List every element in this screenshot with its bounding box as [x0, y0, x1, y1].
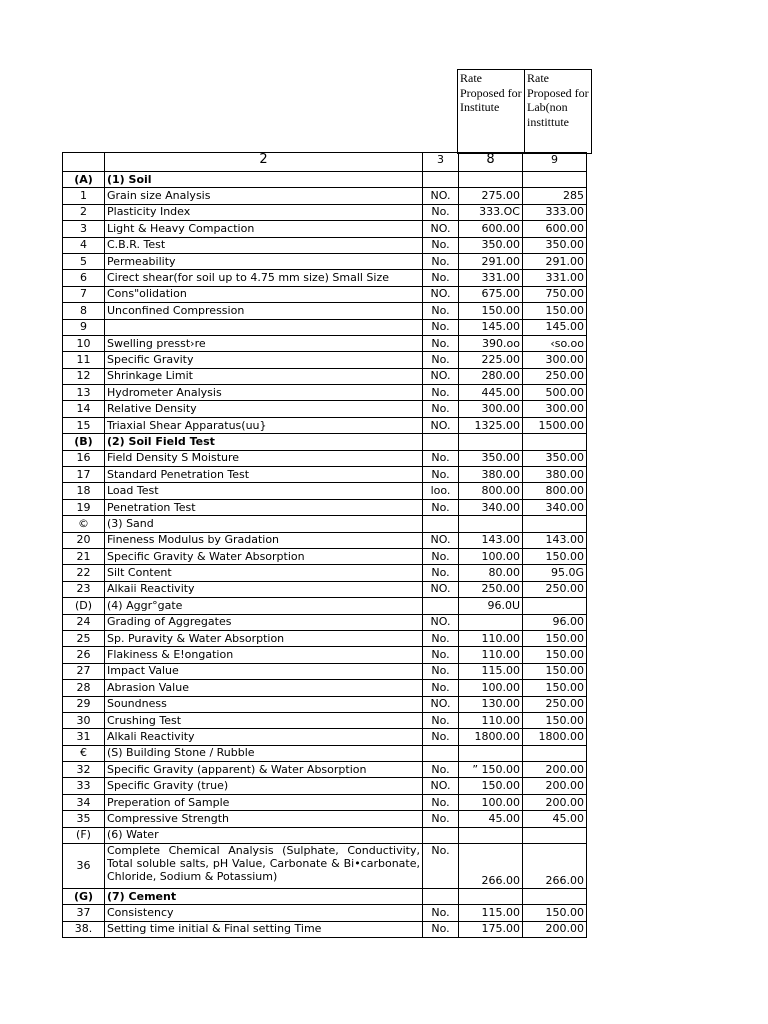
item-description: C.B.R. Test: [105, 237, 423, 253]
rate-lab: 95.0G: [523, 565, 587, 581]
item-description: Grading of Aggregates: [105, 614, 423, 630]
item-description: Triaxial Shear Apparatus(uu}: [105, 417, 423, 433]
rate-institute: 280.00: [459, 368, 523, 384]
item-description: Cons"olidation: [105, 286, 423, 302]
table-row: [63, 729, 587, 745]
rate-lab: 150.00: [523, 680, 587, 696]
rate-lab: 150.00: [523, 663, 587, 679]
rate-lab: 750.00: [523, 286, 587, 302]
rate-institute: 275.00: [459, 188, 523, 204]
rate-lab: 291.00: [523, 253, 587, 269]
item-number: 13: [63, 385, 105, 401]
item-number: (D): [63, 598, 105, 614]
table-row: [63, 286, 587, 302]
item-unit: NO.: [423, 614, 459, 630]
item-number: 23: [63, 581, 105, 597]
item-description: Compressive Strength: [105, 811, 423, 827]
table-row: [63, 811, 587, 827]
item-number: 1: [63, 188, 105, 204]
item-unit: NO.: [423, 286, 459, 302]
table-row: [63, 417, 587, 433]
item-number: 25: [63, 630, 105, 646]
rate-lab: [523, 745, 587, 761]
table-row: [63, 319, 587, 335]
table-row: [63, 889, 587, 905]
rate-lab: 150.00: [523, 548, 587, 564]
item-unit: No.: [423, 565, 459, 581]
item-number: 34: [63, 794, 105, 810]
item-unit: No.: [423, 253, 459, 269]
item-description: (2) Soil Field Test: [105, 434, 423, 450]
rate-institute: 1800.00: [459, 729, 523, 745]
header-rate-lab: Rate Proposed for Lab(non instittute: [525, 70, 592, 154]
table-row: [63, 188, 587, 204]
table-row: [63, 905, 587, 921]
item-number: 3: [63, 221, 105, 237]
rate-lab: 143.00: [523, 532, 587, 548]
table-row: [63, 844, 587, 889]
item-number: 27: [63, 663, 105, 679]
table-row: [63, 663, 587, 679]
rate-lab: [523, 598, 587, 614]
rate-institute: 331.00: [459, 270, 523, 286]
rate-lab: 500.00: [523, 385, 587, 401]
table-row: [63, 221, 587, 237]
item-number: €: [63, 745, 105, 761]
rate-institute: [459, 614, 523, 630]
table-row: [63, 827, 587, 843]
item-unit: loo.: [423, 483, 459, 499]
item-unit: No.: [423, 794, 459, 810]
rate-institute: 130.00: [459, 696, 523, 712]
rate-institute: 300.00: [459, 401, 523, 417]
table-row: [63, 598, 587, 614]
item-description: Crushing Test: [105, 712, 423, 728]
item-unit: No.: [423, 844, 459, 889]
item-number: 8: [63, 303, 105, 319]
item-description: [105, 319, 423, 335]
rate-institute: 150.00: [459, 778, 523, 794]
table-row: [63, 696, 587, 712]
item-description: Specific Gravity (true): [105, 778, 423, 794]
item-unit: No.: [423, 647, 459, 663]
item-number: 22: [63, 565, 105, 581]
item-unit: NO.: [423, 221, 459, 237]
item-description: Impact Value: [105, 663, 423, 679]
rate-lab: 200.00: [523, 921, 587, 937]
rate-institute: 350.00: [459, 237, 523, 253]
rate-institute: 110.00: [459, 712, 523, 728]
item-number: 38.: [63, 921, 105, 937]
item-unit: No.: [423, 762, 459, 778]
table-row: [63, 270, 587, 286]
table-row: [63, 467, 587, 483]
rate-lab: 300.00: [523, 401, 587, 417]
item-number: 18: [63, 483, 105, 499]
item-unit: [423, 172, 459, 188]
rate-institute: 45.00: [459, 811, 523, 827]
item-description: Field Density S Moisture: [105, 450, 423, 466]
rate-lab: 285: [523, 188, 587, 204]
colnum-1: 2: [105, 153, 423, 172]
item-description: (7) Cement: [105, 889, 423, 905]
item-unit: No.: [423, 319, 459, 335]
item-number: 15: [63, 417, 105, 433]
item-unit: No.: [423, 204, 459, 220]
table-row: [63, 204, 587, 220]
rate-institute: ” 150.00: [459, 762, 523, 778]
table-row: [63, 303, 587, 319]
rate-institute: 100.00: [459, 548, 523, 564]
rate-lab: 380.00: [523, 467, 587, 483]
rate-institute: 110.00: [459, 647, 523, 663]
item-description: Relative Density: [105, 401, 423, 417]
item-description: Specific Gravity (apparent) & Water Absorption: [105, 762, 423, 778]
rate-lab: 331.00: [523, 270, 587, 286]
rate-lab: 150.00: [523, 630, 587, 646]
rate-lab: 145.00: [523, 319, 587, 335]
item-description: Setting time initial & Final setting Time: [105, 921, 423, 937]
column-number-row: [63, 153, 587, 172]
item-description: Alkali Reactivity: [105, 729, 423, 745]
item-unit: No.: [423, 663, 459, 679]
item-number: 4: [63, 237, 105, 253]
item-unit: No.: [423, 335, 459, 351]
item-number: 7: [63, 286, 105, 302]
rate-lab: 45.00: [523, 811, 587, 827]
rate-lab: 250.00: [523, 368, 587, 384]
item-description: Specific Gravity: [105, 352, 423, 368]
item-number: 11: [63, 352, 105, 368]
item-unit: No.: [423, 680, 459, 696]
item-number: (B): [63, 434, 105, 450]
item-unit: NO.: [423, 581, 459, 597]
item-description: Standard Penetration Test: [105, 467, 423, 483]
item-unit: No.: [423, 237, 459, 253]
rate-lab: 340.00: [523, 499, 587, 515]
table-row: [63, 532, 587, 548]
item-number: 24: [63, 614, 105, 630]
item-unit: [423, 434, 459, 450]
item-description: Cirect shear(for soil up to 4.75 mm size) Small Size: [105, 270, 423, 286]
rate-institute: 175.00: [459, 921, 523, 937]
item-unit: No.: [423, 548, 459, 564]
table-row: [63, 499, 587, 515]
item-unit: No.: [423, 630, 459, 646]
rate-institute: 145.00: [459, 319, 523, 335]
item-number: 12: [63, 368, 105, 384]
rate-lab: 250.00: [523, 696, 587, 712]
rate-institute: 266.00: [459, 844, 523, 889]
rate-lab: [523, 516, 587, 532]
table-row: [63, 172, 587, 188]
table-row: [63, 630, 587, 646]
rate-lab: 150.00: [523, 712, 587, 728]
item-number: 28: [63, 680, 105, 696]
rate-institute: 600.00: [459, 221, 523, 237]
rate-lab: [523, 889, 587, 905]
table-row: [63, 548, 587, 564]
rate-institute: 115.00: [459, 905, 523, 921]
item-number: 26: [63, 647, 105, 663]
item-unit: No.: [423, 303, 459, 319]
rate-lab: 266.00: [523, 844, 587, 889]
item-number: 30: [63, 712, 105, 728]
table-row: [63, 516, 587, 532]
colnum-3: 8: [459, 153, 523, 172]
rate-institute: [459, 889, 523, 905]
item-number: 33: [63, 778, 105, 794]
item-description: (4) Aggr°gate: [105, 598, 423, 614]
rate-lab: 800.00: [523, 483, 587, 499]
item-unit: No.: [423, 385, 459, 401]
item-unit: No.: [423, 729, 459, 745]
item-description: Light & Heavy Compaction: [105, 221, 423, 237]
item-number: 35: [63, 811, 105, 827]
rate-institute: 350.00: [459, 450, 523, 466]
rate-lab: 200.00: [523, 794, 587, 810]
table-row: [63, 680, 587, 696]
item-description: (3) Sand: [105, 516, 423, 532]
item-description: Grain size Analysis: [105, 188, 423, 204]
item-description: Swelling presst›re: [105, 335, 423, 351]
table-row: [63, 385, 587, 401]
item-description: (S) Building Stone / Rubble: [105, 745, 423, 761]
item-unit: No.: [423, 401, 459, 417]
item-description: Load Test: [105, 483, 423, 499]
item-number: 21: [63, 548, 105, 564]
item-number: 37: [63, 905, 105, 921]
item-unit: [423, 598, 459, 614]
rate-lab: [523, 434, 587, 450]
rate-institute: [459, 745, 523, 761]
table-row: [63, 335, 587, 351]
rate-lab: 200.00: [523, 778, 587, 794]
table-row: [63, 352, 587, 368]
item-unit: No.: [423, 352, 459, 368]
item-description: Alkaii Reactivity: [105, 581, 423, 597]
rate-institute: 675.00: [459, 286, 523, 302]
table-row: [63, 237, 587, 253]
rate-lab: 150.00: [523, 647, 587, 663]
rate-institute: 80.00: [459, 565, 523, 581]
item-number: (F): [63, 827, 105, 843]
table-row: [63, 368, 587, 384]
rate-institute: 380.00: [459, 467, 523, 483]
table-row: [63, 778, 587, 794]
colnum-4: 9: [523, 153, 587, 172]
item-unit: NO.: [423, 368, 459, 384]
item-unit: No.: [423, 712, 459, 728]
table-row: [63, 434, 587, 450]
item-description: (6) Water: [105, 827, 423, 843]
item-description: Complete Chemical Analysis (Sulphate, Conductivity, Total soluble salts, pH Value, Carbonate & Bi•carbonate, Chloride, Sodium & Potassium): [105, 844, 423, 889]
rate-institute: [459, 434, 523, 450]
item-number: 9: [63, 319, 105, 335]
item-unit: No.: [423, 450, 459, 466]
item-description: Abrasion Value: [105, 680, 423, 696]
item-number: 2: [63, 204, 105, 220]
item-number: 17: [63, 467, 105, 483]
rate-institute: [459, 172, 523, 188]
table-row: [63, 712, 587, 728]
rate-institute: 340.00: [459, 499, 523, 515]
rate-institute: 800.00: [459, 483, 523, 499]
rate-lab: 350.00: [523, 237, 587, 253]
item-description: (1) Soil: [105, 172, 423, 188]
item-number: 31: [63, 729, 105, 745]
item-description: Preperation of Sample: [105, 794, 423, 810]
item-description: Flakiness & E!ongation: [105, 647, 423, 663]
item-description: Soundness: [105, 696, 423, 712]
item-unit: No.: [423, 811, 459, 827]
rate-lab: [523, 172, 587, 188]
table-row: [63, 647, 587, 663]
item-unit: No.: [423, 905, 459, 921]
item-description: Specific Gravity & Water Absorption: [105, 548, 423, 564]
table-row: [63, 921, 587, 937]
rate-lab: 600.00: [523, 221, 587, 237]
item-number: 5: [63, 253, 105, 269]
rate-lab: 250.00: [523, 581, 587, 597]
rate-lab: 200.00: [523, 762, 587, 778]
rate-table: [62, 152, 587, 938]
rate-header-table: [457, 69, 592, 154]
item-unit: No.: [423, 270, 459, 286]
rate-lab: 150.00: [523, 303, 587, 319]
table-row: [63, 253, 587, 269]
item-unit: [423, 827, 459, 843]
rate-lab: 1500.00: [523, 417, 587, 433]
item-number: (A): [63, 172, 105, 188]
item-unit: NO.: [423, 532, 459, 548]
table-row: [63, 745, 587, 761]
item-description: Shrinkage Limit: [105, 368, 423, 384]
item-number: (G): [63, 889, 105, 905]
item-description: Fineness Modulus by Gradation: [105, 532, 423, 548]
table-row: [63, 450, 587, 466]
table-row: [63, 565, 587, 581]
rate-institute: 150.00: [459, 303, 523, 319]
rate-institute: [459, 827, 523, 843]
item-unit: NO.: [423, 188, 459, 204]
rate-institute: 100.00: [459, 794, 523, 810]
rate-institute: 100.00: [459, 680, 523, 696]
table-row: [63, 794, 587, 810]
header-rate-institute: Rate Proposed for Institute: [458, 70, 525, 154]
table-row: [63, 581, 587, 597]
item-number: 6: [63, 270, 105, 286]
table-row: [63, 762, 587, 778]
item-description: Unconfined Compression: [105, 303, 423, 319]
table-row: [63, 401, 587, 417]
item-description: Plasticity Index: [105, 204, 423, 220]
table-row: [63, 483, 587, 499]
item-unit: [423, 516, 459, 532]
item-number: 14: [63, 401, 105, 417]
rate-institute: 390.oo: [459, 335, 523, 351]
item-unit: No.: [423, 499, 459, 515]
item-description: Silt Content: [105, 565, 423, 581]
item-number: 19: [63, 499, 105, 515]
item-number: 29: [63, 696, 105, 712]
rate-lab: 150.00: [523, 905, 587, 921]
item-description: Hydrometer Analysis: [105, 385, 423, 401]
item-description: Consistency: [105, 905, 423, 921]
item-description: Permeability: [105, 253, 423, 269]
rate-lab: ‹so.oo: [523, 335, 587, 351]
item-description: Penetration Test: [105, 499, 423, 515]
rate-institute: 333.OC: [459, 204, 523, 220]
rate-institute: 291.00: [459, 253, 523, 269]
item-unit: No.: [423, 467, 459, 483]
item-number: 16: [63, 450, 105, 466]
rate-institute: 110.00: [459, 630, 523, 646]
rate-lab: 96.00: [523, 614, 587, 630]
item-description: Sp. Puravity & Water Absorption: [105, 630, 423, 646]
item-unit: [423, 889, 459, 905]
item-unit: No.: [423, 921, 459, 937]
item-number: 20: [63, 532, 105, 548]
rate-institute: 250.00: [459, 581, 523, 597]
item-number: 32: [63, 762, 105, 778]
table-row: [63, 614, 587, 630]
colnum-2: 3: [423, 153, 459, 172]
item-number: 36: [63, 844, 105, 889]
rate-lab: [523, 827, 587, 843]
rate-lab: 350.00: [523, 450, 587, 466]
rate-institute: 143.00: [459, 532, 523, 548]
rate-institute: 96.0U: [459, 598, 523, 614]
rate-institute: 115.00: [459, 663, 523, 679]
rate-institute: 1325.00: [459, 417, 523, 433]
item-unit: NO.: [423, 696, 459, 712]
item-number: ©: [63, 516, 105, 532]
rate-lab: 333.00: [523, 204, 587, 220]
rate-institute: 445.00: [459, 385, 523, 401]
item-unit: NO.: [423, 778, 459, 794]
item-unit: [423, 745, 459, 761]
rate-institute: 225.00: [459, 352, 523, 368]
item-number: 10: [63, 335, 105, 351]
rate-institute: [459, 516, 523, 532]
colnum-0: [63, 153, 105, 172]
rate-lab: 1800.00: [523, 729, 587, 745]
item-unit: NO.: [423, 417, 459, 433]
rate-lab: 300.00: [523, 352, 587, 368]
